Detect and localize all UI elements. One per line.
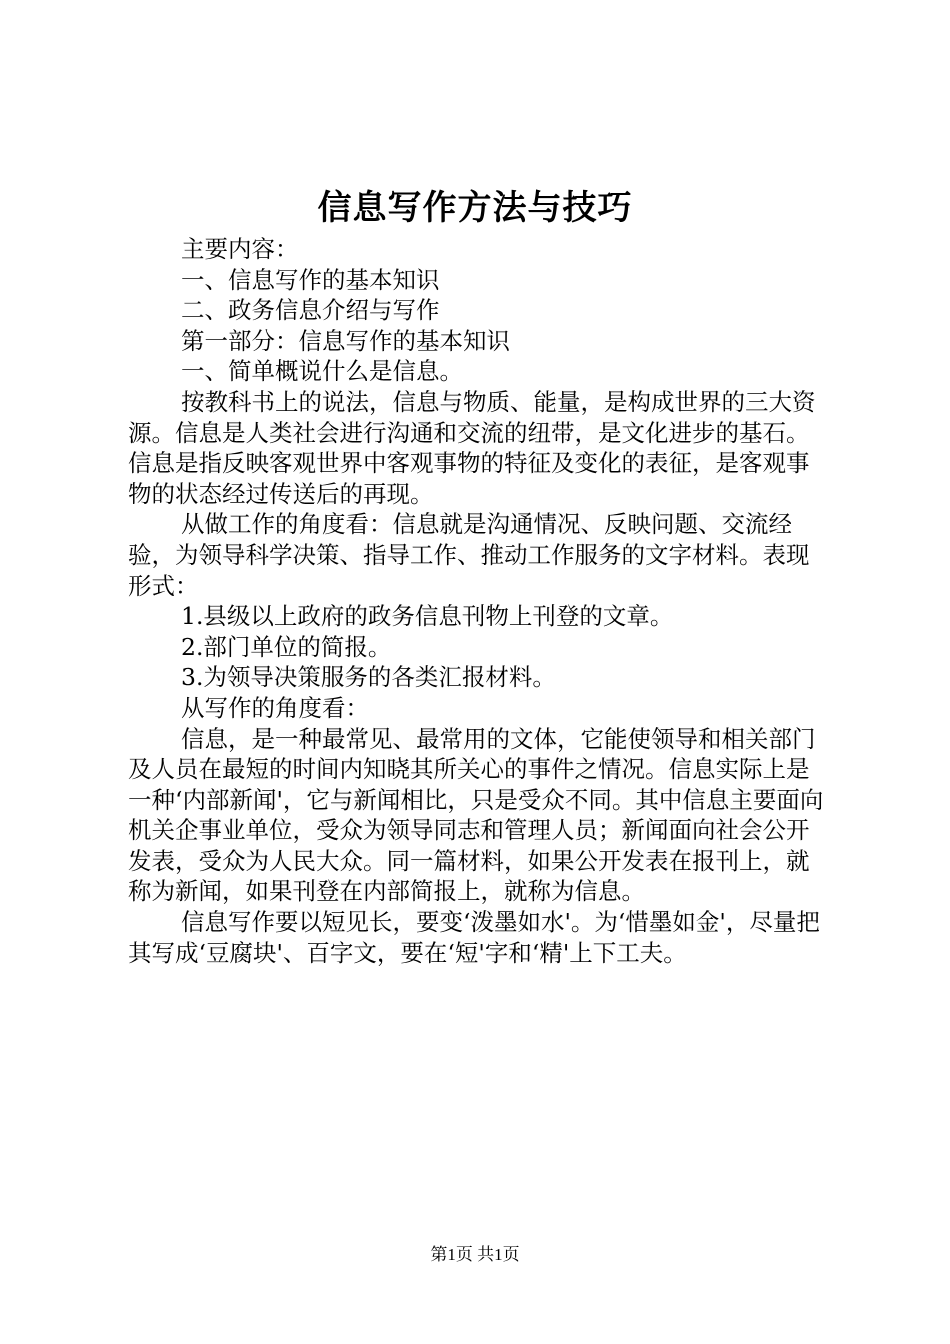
paragraph-information-vs-news: 信息，是一种最常见、最常用的文体，它能使领导和相关部门及人员在最短的时间内知晓其所关心的事件之情况。信息实际上是一种‘内部新闻'，它与新闻相比，只是受众不同。其中信息主要面向机关企事业单位，受众为领导同志和管理人员；新闻面向社会公开发表，受众为人民大众。同一篇材料，如果公开发表在报刊上，就称为新闻，如果刊登在内部简报上，就称为信息。 xyxy=(128,724,824,906)
page-title: 信息写作方法与技巧 xyxy=(317,188,633,228)
paragraph-section-heading: 一、简单概说什么是信息。 xyxy=(181,357,463,386)
document-body xyxy=(128,234,832,968)
paragraph-form-1: 1.县级以上政府的政务信息刊物上刊登的文章。 xyxy=(181,602,674,631)
paragraph-writing-perspective: 从写作的角度看： xyxy=(181,693,369,722)
paragraph-brevity: 信息写作要以短见长，要变‘泼墨如水'。为‘惜墨如金'，尽量把其写成‘豆腐块'、百字文，要在‘短'字和‘精'上下工夫。 xyxy=(128,908,820,967)
paragraph-form-3: 3.为领导决策服务的各类汇报材料。 xyxy=(181,663,556,692)
paragraph-work-perspective: 从做工作的角度看：信息就是沟通情况、反映问题、交流经验，为领导科学决策、指导工作、推动工作服务的文字材料。表现形式： xyxy=(128,510,810,600)
paragraph-part-one-heading: 第一部分：信息写作的基本知识 xyxy=(181,326,510,355)
paragraph-outline-1: 一、信息写作的基本知识 xyxy=(181,265,440,294)
paragraph-form-2: 2.部门单位的简报。 xyxy=(181,632,392,661)
page-footer: 第1页 共1页 xyxy=(430,1245,520,1264)
paragraph-outline-2: 二、政务信息介绍与写作 xyxy=(181,296,440,325)
paragraph-textbook-definition: 按教科书上的说法，信息与物质、能量，是构成世界的三大资源。信息是人类社会进行沟通和交流的纽带，是文化进步的基石。信息是指反映客观世界中客观事物的特征及变化的表征，是客观事物的状态经过传送后的再现。 xyxy=(128,387,816,508)
paragraph-main-content: 主要内容： xyxy=(181,235,299,263)
